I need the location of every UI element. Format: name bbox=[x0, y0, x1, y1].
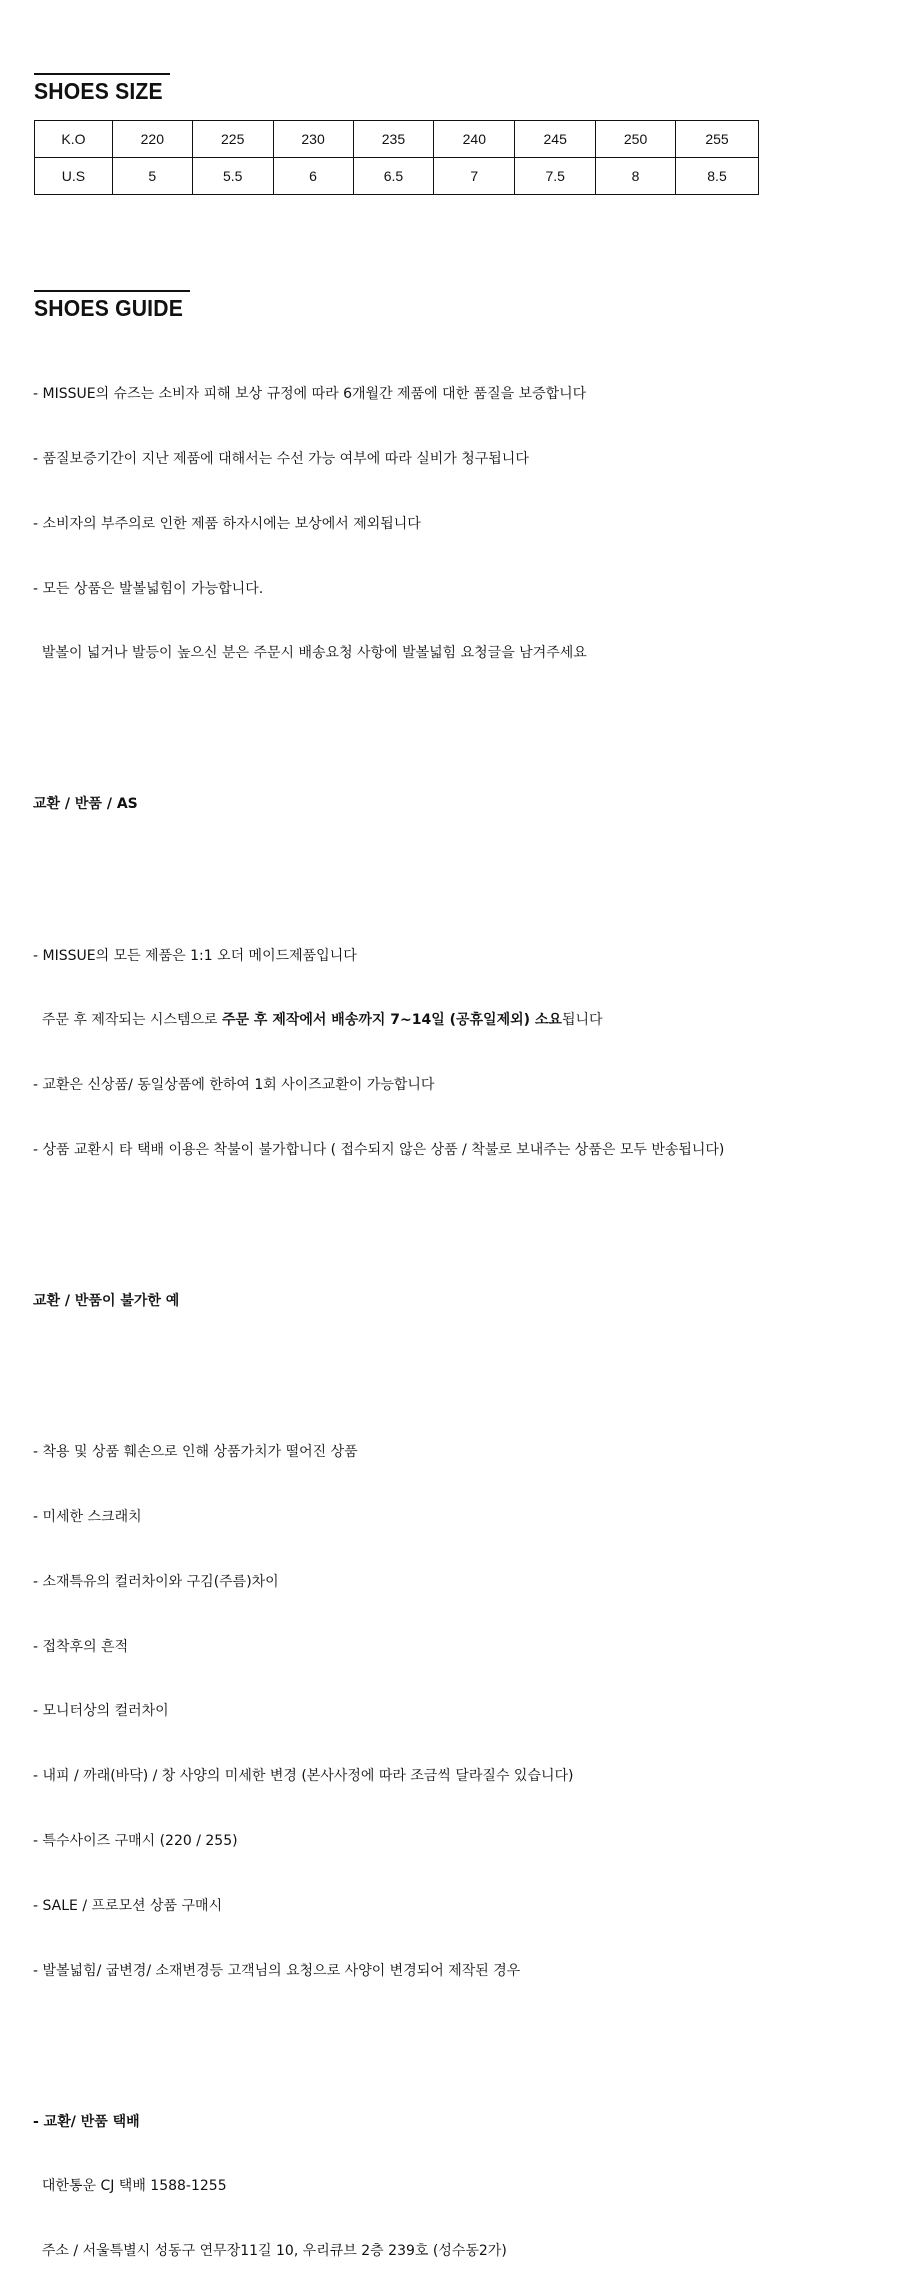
size-cell: 250 bbox=[596, 121, 676, 158]
size-cell: 6 bbox=[273, 158, 353, 195]
size-cell: 230 bbox=[273, 121, 353, 158]
size-heading: SHOES SIZE bbox=[34, 78, 163, 104]
delivery-line: 주소 / 서울특별시 성동구 연무장11길 10, 우리큐브 2층 239호 (성수동2가) bbox=[33, 2243, 507, 2260]
not-allowed-line: - 미세한 스크래치 bbox=[33, 1509, 142, 1526]
warranty-line: - MISSUE의 슈즈는 소비자 피해 보상 규정에 따라 6개월간 제품에 대한 품질을 보증합니다 bbox=[33, 386, 587, 403]
size-row-us bbox=[35, 158, 759, 195]
size-cell: 5 bbox=[112, 158, 192, 195]
not-allowed-line: - SALE / 프로모션 상품 구매시 bbox=[33, 1897, 223, 1914]
guide-heading-rule bbox=[34, 290, 190, 292]
spacer bbox=[33, 2025, 883, 2047]
size-cell: U.S bbox=[35, 158, 113, 195]
size-cell: 240 bbox=[434, 121, 515, 158]
exchange-line: - MISSUE의 모든 제품은 1:1 오더 메이드제품입니다 bbox=[33, 947, 357, 964]
delivery-line: 대한통운 CJ 택배 1588-1255 bbox=[33, 2178, 227, 2195]
delivery-period-highlight: 주문 후 제작에서 배송까지 7~14일 (공휴일제외) 소요 bbox=[222, 1012, 562, 1029]
exchange-line: - 상품 교환시 타 택배 이용은 착불이 불가합니다 ( 접수되지 않은 상품 / 착불로 보내주는 상품은 모두 반송됩니다) bbox=[33, 1141, 725, 1158]
warranty-line: - 품질보증기간이 지난 제품에 대해서는 수선 가능 여부에 따라 실비가 청구됩니다 bbox=[33, 450, 529, 467]
exchange-line bbox=[33, 1010, 883, 1032]
not-allowed-line: - 모니터상의 컬러차이 bbox=[33, 1703, 169, 1720]
warranty-line: - 모든 상품은 발볼넓힘이 가능합니다. bbox=[33, 580, 264, 597]
size-cell: 235 bbox=[353, 121, 434, 158]
not-allowed-line: - 발볼넓힘/ 굽변경/ 소재변경등 고객님의 요청으로 사양이 변경되어 제작된 경우 bbox=[33, 1962, 521, 1979]
not-allowed-line: - 접착후의 흔적 bbox=[33, 1638, 129, 1655]
not-allowed-line: - 특수사이즈 구매시 (220 / 255) bbox=[33, 1832, 238, 1849]
size-cell: 6.5 bbox=[353, 158, 434, 195]
size-table bbox=[34, 120, 759, 195]
size-cell: 8.5 bbox=[676, 158, 759, 195]
spacer bbox=[33, 708, 883, 730]
exchange-line: - 교환은 신상품/ 동일상품에 한하여 1회 사이즈교환이 가능합니다 bbox=[33, 1077, 435, 1094]
spacer bbox=[33, 1205, 883, 1227]
size-cell: 255 bbox=[676, 121, 759, 158]
not-allowed-line: - 착용 및 상품 훼손으로 인해 상품가치가 떨어진 상품 bbox=[33, 1444, 358, 1461]
guide-text bbox=[33, 341, 883, 2284]
size-cell: 7 bbox=[434, 158, 515, 195]
exchange-line-prefix: 주문 후 제작되는 시스템으로 bbox=[33, 1012, 222, 1029]
size-cell: 245 bbox=[515, 121, 596, 158]
size-heading-rule bbox=[34, 73, 170, 75]
spacer bbox=[33, 859, 883, 881]
guide-heading: SHOES GUIDE bbox=[34, 295, 184, 321]
size-cell: 7.5 bbox=[515, 158, 596, 195]
size-row-ko bbox=[35, 121, 759, 158]
size-cell: 225 bbox=[192, 121, 273, 158]
exchange-line-suffix: 됩니다 bbox=[561, 1012, 603, 1029]
size-cell: 220 bbox=[112, 121, 192, 158]
delivery-title: - 교환/ 반품 택배 bbox=[33, 2113, 140, 2130]
spacer bbox=[33, 1356, 883, 1378]
not-allowed-line: - 내피 / 까래(바닥) / 창 사양의 미세한 변경 (본사사정에 따라 조금씩 달라질수 있습니다) bbox=[33, 1768, 574, 1785]
not-allowed-line: - 소재특유의 컬러차이와 구김(주름)차이 bbox=[33, 1573, 279, 1590]
warranty-line: 발볼이 넓거나 발등이 높으신 분은 주문시 배송요청 사항에 발볼넓힘 요청글을 남겨주세요 bbox=[33, 645, 587, 662]
size-cell: 5.5 bbox=[192, 158, 273, 195]
size-cell: 8 bbox=[596, 158, 676, 195]
not-allowed-title: 교환 / 반품이 불가한 예 bbox=[33, 1293, 180, 1310]
size-cell: K.O bbox=[35, 121, 113, 158]
exchange-title: 교환 / 반품 / AS bbox=[33, 796, 138, 813]
warranty-line: - 소비자의 부주의로 인한 제품 하자시에는 보상에서 제외됩니다 bbox=[33, 515, 421, 532]
